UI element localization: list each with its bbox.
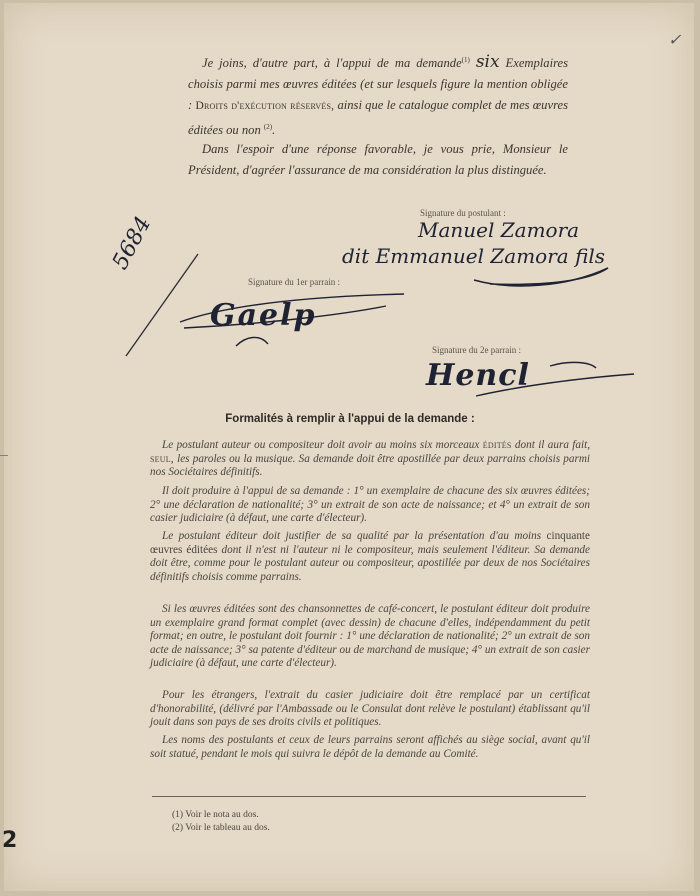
left-edge-mark: 2: [2, 828, 18, 853]
rights-mention: Droits d'exécution réservés,: [195, 100, 335, 113]
sponsor1-signature-flourish: [176, 288, 408, 358]
footnote-2: (2) Voir le tableau au dos.: [172, 823, 270, 833]
sponsor1-signature: Gaelp: [210, 298, 317, 333]
sponsor2-signature: Hencl: [426, 358, 530, 393]
sponsor1-signature-label: Signature du 1er parrain :: [248, 277, 340, 287]
formalities-p3-text-b: cinquante œuvres éditées: [150, 530, 590, 556]
applicant-signature-flourish: [470, 258, 620, 292]
formalities-p1-seul: seul,: [150, 452, 174, 465]
footnote-divider: [152, 796, 586, 797]
formalities-paragraph-2: Il doit produire à l'appui de sa demande : 1° un exemplaire de chacune des six œuvres éditées; 2° une déclaration de nationalité; 3° un extrait de son acte de naissance; et 4° un extrait de son casier judiciaire (à défaut, une carte d'électeur).: [150, 485, 590, 525]
formalities-paragraph-5: Pour les étrangers, l'extrait du casier judiciaire doit être remplacé par un certificat d'honorabilité, (délivré par l'Ambassade ou le Consulat dont relève le postulant) établissant qu'il jouit dans son pays de ses droits civils et politiques.: [150, 689, 590, 729]
footnote-1: (1) Voir le nota au dos.: [172, 810, 259, 820]
formalities-paragraph-3: [150, 530, 590, 584]
formalities-p3-text-a: Le postulant éditeur doit justifier de sa qualité par la présentation d'au moins: [162, 530, 542, 542]
formalities-p1-text-c: les paroles ou la musique. Sa demande doit être apostillée par deux parrains choisis parmi nos Sociétaires définitifs.: [150, 452, 591, 479]
intro-text-a: Je joins, d'autre part, à l'appui de ma demande: [202, 56, 462, 71]
formalities-p1-text-a: Le postulant auteur ou compositeur doit avoir au moins six morceaux: [162, 439, 480, 451]
intro-period: .: [272, 123, 276, 138]
intro-paragraph-2: Dans l'espoir d'une réponse favorable, je vous prie, Monsieur le Président, d'agréer l'assurance de ma considération la plus distinguée.: [188, 142, 568, 177]
margin-handwritten-number: 5684: [108, 212, 157, 274]
intro-text-c: ainsi que le catalogue complet de mes œuvres éditées ou non: [188, 98, 568, 138]
handwritten-count: six: [475, 52, 500, 73]
applicant-signature-line2: dit Emmanuel Zamora fils: [342, 244, 606, 268]
formalities-p1-edites: édités: [482, 439, 512, 451]
intro-paragraph-1: [188, 50, 568, 141]
formalities-paragraph-6: Les noms des postulants et ceux de leurs parrains seront affichés au siège social, avant qu'il soit statué, pendant le mois qui suivra le dépôt de la demande au Comité.: [150, 734, 590, 760]
footnote-ref-1: (1): [461, 56, 470, 64]
sponsor2-signature-label: Signature du 2e parrain :: [432, 345, 521, 355]
sponsor2-signature-flourish: [470, 356, 640, 406]
left-edge-tick: [0, 455, 8, 456]
formalities-paragraph-1: [150, 439, 590, 480]
intro-text-b: Exemplaires choisis parmi mes œuvres éditées (et sur lesquels figure la mention obligée :: [188, 56, 569, 113]
footnote-ref-2: (2): [263, 123, 273, 132]
formalities-paragraph-4: Si les œuvres éditées sont des chansonnettes de café-concert, le postulant éditeur doit produire un exemplaire grand format complet (avec dessin) de chacune d'elles, indépendamment du petit format; en outre, le postulant doit fournir : 1° une déclaration de nationalité; 2° un extrait de son acte de naissance; 3° sa patente d'éditeur ou de marchand de musique; 4° un extrait de son casier judiciaire (à défaut, une carte d'électeur).: [150, 603, 590, 670]
formalities-p3-text-c: dont il n'est ni l'auteur ni le compositeur, mais seulement l'éditeur. Sa demande doit être, comme pour le postulant auteur ou compositeur, apostillée par deux de nos Sociétaires définitifs choisis comme parrains.: [150, 543, 590, 583]
corner-check-mark: ✓: [668, 30, 682, 49]
applicant-signature-label: Signature du postulant :: [420, 208, 506, 218]
formalities-title: Formalités à remplir à l'appui de la demande :: [225, 413, 475, 425]
applicant-signature-line1: Manuel Zamora: [418, 218, 580, 242]
formalities-p1-text-b: dont il aura fait,: [514, 439, 591, 451]
